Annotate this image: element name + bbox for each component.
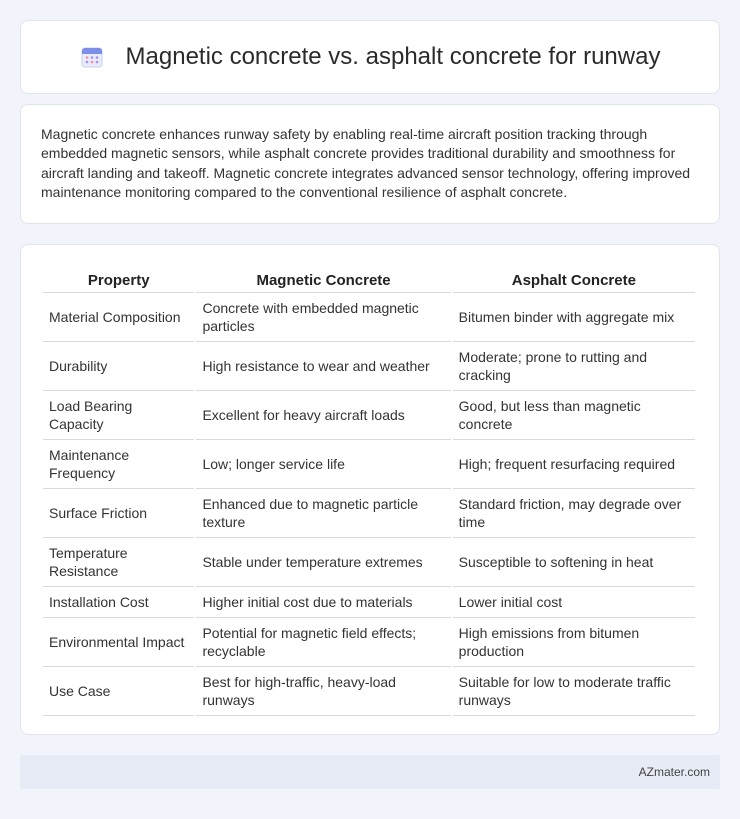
- asphalt-cell: High emissions from bitumen production: [453, 618, 695, 667]
- intro-text: Magnetic concrete enhances runway safety by enabling real-time aircraft position tracking through embedded magnetic sensors, while asphalt concrete provides traditional durability and smoothness for aircraft landing and takeoff. Magnetic concrete integrates advanced sensor technology, offering improved maintenance monitoring compared to the conventional resilience of asphalt concrete.: [41, 126, 691, 200]
- footer: [20, 755, 720, 789]
- comparison-table: [41, 265, 697, 716]
- header: [21, 21, 719, 93]
- column-header-magnetic-concrete: Magnetic Concrete: [196, 265, 450, 293]
- magnetic-cell: Low; longer service life: [196, 440, 450, 489]
- property-cell: Material Composition: [43, 293, 194, 342]
- asphalt-cell: Moderate; prone to rutting and cracking: [453, 342, 695, 391]
- table-row: [43, 293, 695, 342]
- asphalt-cell: Suitable for low to moderate traffic runways: [453, 667, 695, 716]
- comparison-table-card: [20, 244, 720, 735]
- property-cell: Load Bearing Capacity: [43, 391, 194, 440]
- asphalt-cell: Lower initial cost: [453, 587, 695, 618]
- magnetic-cell: Best for high-traffic, heavy-load runways: [196, 667, 450, 716]
- property-cell: Use Case: [43, 667, 194, 716]
- table-row: [43, 587, 695, 618]
- asphalt-cell: Susceptible to softening in heat: [453, 538, 695, 587]
- table-row: [43, 618, 695, 667]
- table-header-row: [43, 265, 695, 293]
- magnetic-cell: Stable under temperature extremes: [196, 538, 450, 587]
- magnetic-cell: High resistance to wear and weather: [196, 342, 450, 391]
- property-cell: Temperature Resistance: [43, 538, 194, 587]
- table-row: [43, 538, 695, 587]
- column-header-property: Property: [43, 265, 194, 293]
- property-cell: Maintenance Frequency: [43, 440, 194, 489]
- table-row: [43, 667, 695, 716]
- header-card: [20, 20, 720, 94]
- asphalt-cell: Good, but less than magnetic concrete: [453, 391, 695, 440]
- property-cell: Surface Friction: [43, 489, 194, 538]
- magnetic-cell: Excellent for heavy aircraft loads: [196, 391, 450, 440]
- asphalt-cell: Bitumen binder with aggregate mix: [453, 293, 695, 342]
- magnetic-cell: Enhanced due to magnetic particle texture: [196, 489, 450, 538]
- table-row: [43, 489, 695, 538]
- table-row: [43, 342, 695, 391]
- property-cell: Installation Cost: [43, 587, 194, 618]
- asphalt-cell: High; frequent resurfacing required: [453, 440, 695, 489]
- page-title: Magnetic concrete vs. asphalt concrete for runway: [125, 43, 661, 70]
- magnetic-cell: Concrete with embedded magnetic particles: [196, 293, 450, 342]
- property-cell: Durability: [43, 342, 194, 391]
- magnetic-cell: Higher initial cost due to materials: [196, 587, 450, 618]
- column-header-asphalt-concrete: Asphalt Concrete: [453, 265, 695, 293]
- property-cell: Environmental Impact: [43, 618, 194, 667]
- intro-card: [20, 104, 720, 224]
- footer-brand: AZmater.com: [638, 765, 710, 779]
- asphalt-cell: Standard friction, may degrade over time: [453, 489, 695, 538]
- table-row: [43, 391, 695, 440]
- table-row: [43, 440, 695, 489]
- calendar-icon: [80, 45, 104, 69]
- magnetic-cell: Potential for magnetic field effects; recyclable: [196, 618, 450, 667]
